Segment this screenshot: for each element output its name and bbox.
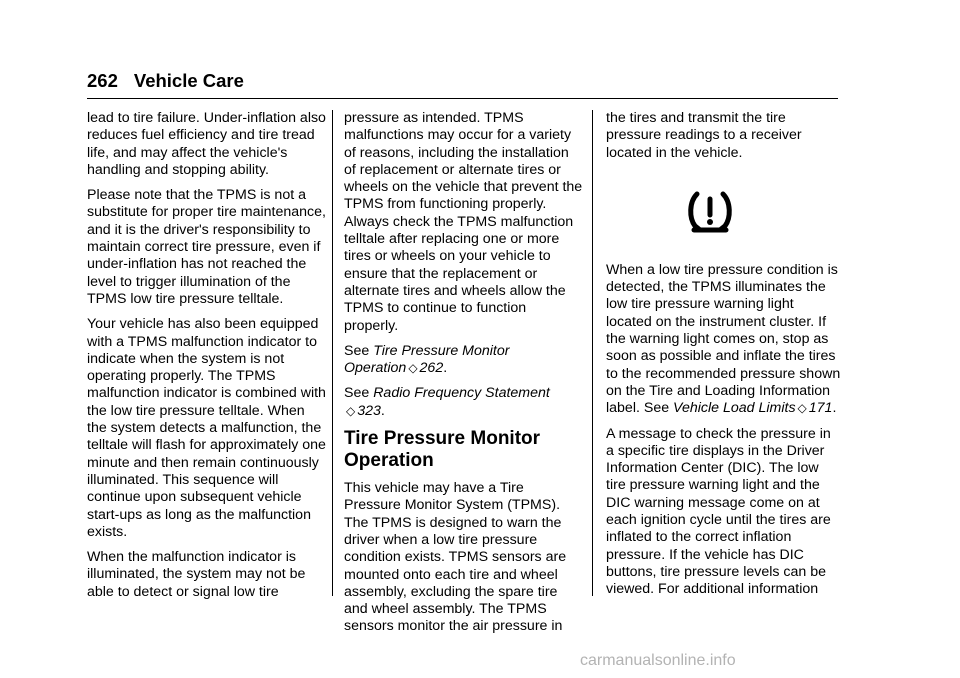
xref-radio-frequency-statement[interactable]: Radio Frequency Statement — [373, 385, 550, 402]
paragraph: pressure as intended. TPMS malfunctions may occur for a variety of reasons, including the installation of replacement or alternate tires or wheels on the vehicle that prevent the TPMS from functioning properly. Always check the TPMS malfunction telltale after replacing one or more tires or wheels on your vehicle to ensure that the replacement or alternate tires and wheels allow the TPMS to continue to function properly. — [344, 110, 583, 334]
punct: . — [832, 400, 837, 417]
xref-tire-pressure-monitor-operation[interactable]: Tire Pressure Monitor Operation — [344, 342, 510, 377]
xref-vehicle-load-limits[interactable]: Vehicle Load Limits — [673, 400, 796, 417]
xref-page[interactable]: 171 — [808, 400, 833, 417]
paragraph: A message to check the pressure in a specific tire displays in the Driver Information Center (DIC). The low tire pressure warning light and the DIC warning message come on at each ignition cycle until the tires are inflated to the correct inflation pressure. If the vehicle has DIC buttons, tire pressure levels can be viewed. For additional information — [606, 425, 831, 598]
section-name: Vehicle Care — [133, 70, 244, 91]
see-prefix: See — [344, 385, 374, 402]
see-reference-2 — [344, 385, 584, 420]
paragraph: When the malfunction indicator is illuminated, the system may not be able to detect or signal low tire — [87, 549, 306, 600]
page-number: 262 — [87, 70, 118, 91]
paragraph: Please note that the TPMS is not a substitute for proper tire maintenance, and it is the driver's responsibility to maintain correct tire pressure, even if under-inflation has not reached the level to trigger illumination of the TPMS low tire pressure telltale. — [87, 187, 326, 307]
section-title: Tire Pressure Monitor Operation — [344, 428, 541, 472]
header-rule — [87, 98, 838, 99]
paragraph — [606, 262, 842, 418]
page-ref-icon: ◇ — [797, 401, 807, 416]
punct: . — [443, 360, 448, 377]
paragraph: Your vehicle has also been equipped with a TPMS malfunction indicator to indicate when the system is not operating properly. The TPMS malfunction indicator is combined with the low tire pressure telltale. When the system detects a malfunction, the telltale will flash for approximately one minute and then remain continuously illuminated. This sequence will continue upon subsequent vehicle start-ups as long as the malfunction exists. — [87, 316, 326, 540]
xref-page[interactable]: 323 — [357, 402, 381, 419]
column-2 — [344, 110, 584, 644]
page-ref-icon: ◇ — [346, 403, 356, 418]
watermark: carmanualsonline.info — [580, 652, 736, 669]
column-divider-1 — [332, 110, 333, 596]
column-divider-2 — [592, 110, 593, 596]
column-1 — [87, 110, 327, 609]
paragraph: the tires and transmit the tire pressure readings to a receiver located in the vehicle. — [606, 110, 802, 161]
paragraph: This vehicle may have a Tire Pressure Monitor System (TPMS). The TPMS is designed to warn the driver when a low tire pressure condition exists. TPMS sensors are mounted onto each tire and wheel assembly, excluding the spare tire and wheel assembly. The TPMS sensors monitor the air pressure in — [344, 480, 567, 635]
column-3 — [606, 110, 842, 607]
tire-pressure-warning-icon — [686, 190, 734, 234]
paragraph-text: When a low tire pressure condition is detected, the TPMS illuminates the low tire pressure warning light located on the instrument cluster. If the warning light comes on, stop as soon as possible and inflate the tires to the recommended pressure shown on the Tire and Loading Information label. See — [606, 261, 841, 417]
xref-page[interactable]: 262 — [419, 360, 444, 377]
paragraph: lead to tire failure. Under-inflation also reduces fuel efficiency and tire tread life, and may affect the vehicle's handling and stopping ability. — [87, 110, 326, 178]
see-reference-1 — [344, 343, 584, 378]
see-prefix: See — [344, 342, 374, 359]
punct: . — [380, 402, 385, 419]
page-header — [87, 70, 244, 92]
page-ref-icon: ◇ — [408, 361, 418, 376]
